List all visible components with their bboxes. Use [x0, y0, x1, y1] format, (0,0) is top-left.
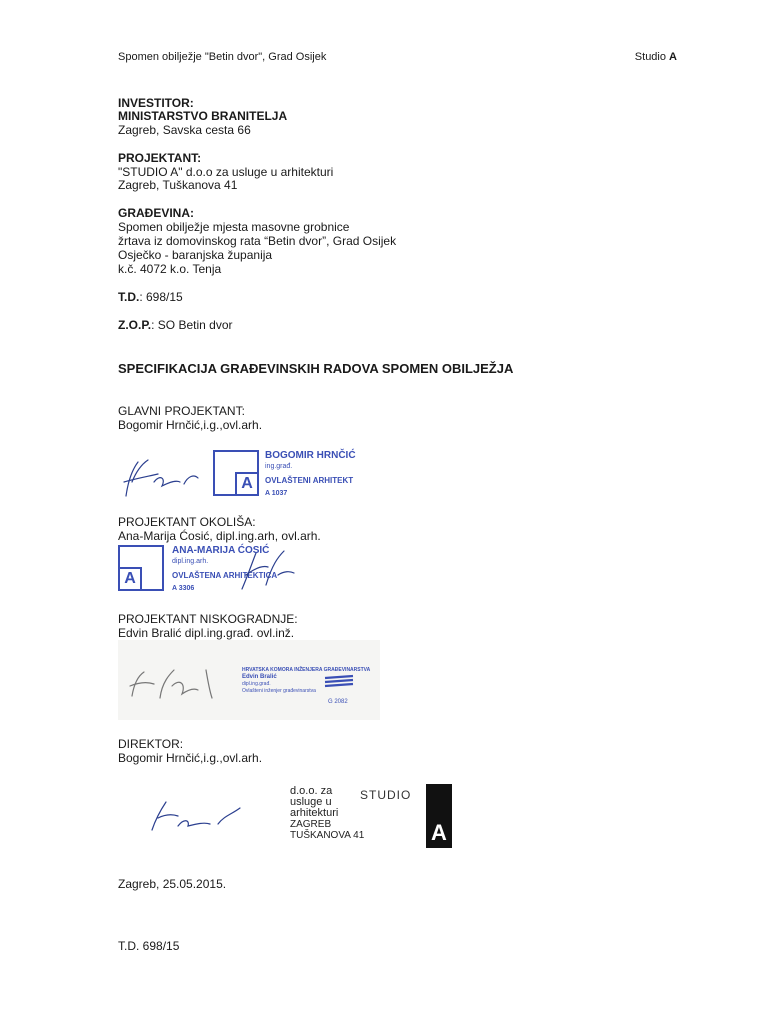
stamp-okolis [118, 545, 293, 597]
projektant-address: Zagreb, Tuškanova 41 [118, 178, 238, 192]
stamp-chamber: HRVATSKA KOMORA INŽENJERA GRAĐEVINARSTVA [242, 667, 371, 673]
stamp-square [118, 545, 164, 591]
stamp-title: dipl.ing.arh. [172, 558, 209, 565]
stamp-street: TUŠKANOVA [290, 830, 351, 841]
glavni-name: Bogomir Hrnčić,i.g.,ovl.arh. [118, 418, 263, 432]
stamp-letter: A [118, 567, 142, 591]
signature-bralic [126, 660, 226, 705]
td-line [118, 290, 183, 304]
stamp-role: OVLAŠTENA ARHITEKTICA [172, 571, 278, 580]
zop-line [118, 318, 233, 332]
zop-value: : SO Betin dvor [151, 318, 233, 332]
chamber-logo-icon [323, 674, 355, 690]
stamp-number: A 3306 [172, 585, 195, 592]
projektant-label: PROJEKTANT: [118, 151, 202, 165]
td-label: T.D. [118, 290, 140, 304]
studio-a-logo [426, 784, 452, 848]
stamp-square [213, 450, 259, 496]
stamp-role: Ovlašteni inženjer građevinarstva [242, 688, 316, 694]
stamp-letter: A [235, 472, 259, 496]
stamp-number: G 2082 [328, 699, 348, 705]
niskogradnja-name: Edvin Bralić dipl.ing.građ. ovl.inž. [118, 626, 295, 640]
signature-hrncic [118, 452, 208, 502]
investitor-name: MINISTARSTVO BRANITELJA [118, 109, 288, 123]
stamp-line: d.o.o. za [290, 785, 333, 797]
stamp-line: ZAGREB [290, 819, 332, 830]
stamp-text [265, 450, 356, 499]
stamp-studio-word: STUDIO [360, 788, 412, 802]
stamp-title: dipl.ing.građ. [242, 681, 271, 687]
direktor-label: DIREKTOR: [118, 737, 184, 751]
stamp-line: arhitekturi [290, 807, 339, 819]
stamp-niskogradnja [118, 640, 380, 720]
date: Zagreb, 25.05.2015. [118, 877, 227, 891]
projektant-name: "STUDIO A" d.o.o za usluge u arhitekturi [118, 165, 334, 179]
gradevina-line: k.č. 4072 k.o. Tenja [118, 262, 222, 276]
stamp-house-number: 41 [353, 830, 365, 841]
header-studio [635, 51, 677, 63]
stamp-line: usluge u [290, 796, 332, 808]
stamp-title: ing.građ. [265, 463, 293, 470]
document-heading: SPECIFIKACIJA GRAĐEVINSKIH RADOVA SPOMEN OBILJEŽJA [118, 361, 514, 376]
signature-director [148, 796, 248, 836]
signature-cosic [238, 545, 298, 593]
stamp-name: Edvin Bralić [242, 674, 277, 680]
stamp-line [290, 830, 364, 841]
stamp-name: ANA-MARIJA ĆOSIĆ [172, 545, 270, 556]
header-document-title: Spomen obilježje "Betin dvor", Grad Osijek [118, 51, 327, 63]
stamp-company [288, 784, 458, 848]
stamp-glavni-projektant [213, 450, 363, 502]
okolis-label: PROJEKTANT OKOLIŠA: [118, 515, 256, 529]
footer-td: T.D. 698/15 [118, 939, 180, 953]
header-studio-prefix: Studio [634, 51, 670, 63]
logo-letter: A [431, 820, 447, 845]
okolis-name: Ana-Marija Ćosić, dipl.ing.arh, ovl.arh. [118, 529, 321, 543]
glavni-label: GLAVNI PROJEKTANT: [118, 404, 245, 418]
gradevina-line: Osječko - baranjska županija [118, 248, 273, 262]
investitor-label: INVESTITOR: [118, 96, 194, 110]
direktor-name: Bogomir Hrnčić,i.g.,ovl.arh. [118, 751, 263, 765]
gradevina-line: žrtava iz domovinskog rata “Betin dvor”, Grad Osijek [118, 234, 397, 248]
zop-label: Z.O.P. [118, 318, 152, 332]
stamp-company-text [290, 786, 364, 841]
gradevina-label: GRAĐEVINA: [118, 206, 195, 220]
stamp-role: OVLAŠTENI ARHITEKT [265, 476, 354, 485]
investitor-address: Zagreb, Savska cesta 66 [118, 123, 251, 137]
niskogradnja-label: PROJEKTANT NISKOGRADNJE: [118, 612, 298, 626]
gradevina-line: Spomen obilježje mjesta masovne grobnice [118, 220, 350, 234]
header-studio-letter: A [669, 51, 677, 63]
stamp-number: A 1037 [265, 490, 288, 497]
stamp-name: BOGOMIR HRNČIĆ [265, 450, 356, 461]
td-value: : 698/15 [139, 290, 183, 304]
